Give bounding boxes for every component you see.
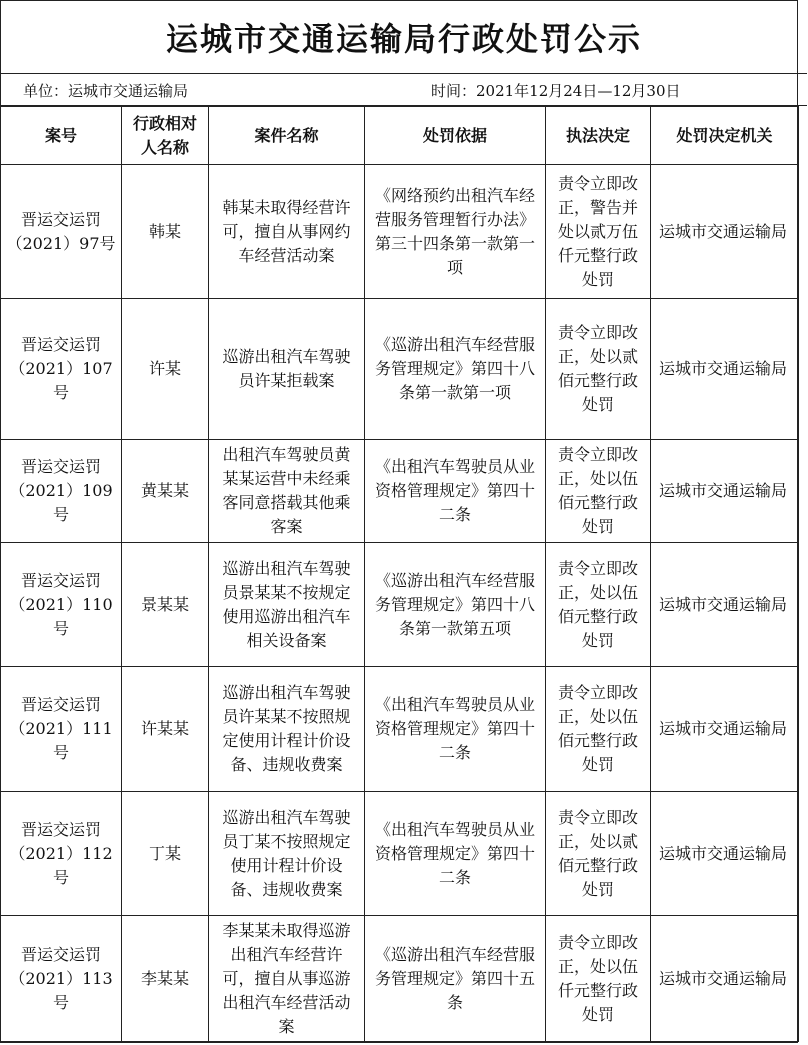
time-range: 时间：2021年12月24日—12月30日 (431, 82, 681, 100)
case-no-cell: 晋运交运罚（2021）97号 (1, 165, 122, 299)
table-row (1, 440, 799, 543)
header-agency: 处罚决定机关 (651, 107, 799, 165)
header-case-name: 案件名称 (209, 107, 365, 165)
table-row (1, 165, 799, 299)
case-name-cell: 巡游出租汽车驾驶员许某拒载案 (209, 299, 365, 440)
case-name-cell: 巡游出租汽车驾驶员许某某不按照规定使用计程计价设备、违规收费案 (209, 667, 365, 792)
person-cell: 丁某 (122, 792, 209, 916)
table-row (1, 916, 799, 1042)
basis-cell: 《出租汽车驾驶员从业资格管理规定》第四十二条 (365, 667, 546, 792)
table-row (1, 667, 799, 792)
person-cell: 许某某 (122, 667, 209, 792)
header-basis: 处罚依据 (365, 107, 546, 165)
agency-cell: 运城市交通运输局 (651, 667, 799, 792)
decision-cell: 责令立即改正，处以伍仟元整行政处罚 (546, 916, 651, 1042)
agency-cell: 运城市交通运输局 (651, 792, 799, 916)
person-cell: 许某 (122, 299, 209, 440)
table-header-row (1, 107, 799, 165)
agency-cell: 运城市交通运输局 (651, 440, 799, 543)
case-no-cell: 晋运交运罚（2021）110号 (1, 543, 122, 667)
header-case-no: 案号 (1, 107, 122, 165)
agency-cell: 运城市交通运输局 (651, 916, 799, 1042)
decision-cell: 责令立即改正，处以贰佰元整行政处罚 (546, 792, 651, 916)
basis-cell: 《网络预约出租汽车经营服务管理暂行办法》第三十四条第一款第一项 (365, 165, 546, 299)
decision-cell: 责令立即改正，处以伍佰元整行政处罚 (546, 440, 651, 543)
case-no-cell: 晋运交运罚（2021）113号 (1, 916, 122, 1042)
person-cell: 黄某某 (122, 440, 209, 543)
decision-cell: 责令立即改正，处以贰佰元整行政处罚 (546, 299, 651, 440)
meta-bar (1, 74, 807, 106)
decision-cell: 责令立即改正，警告并处以贰万伍仟元整行政处罚 (546, 165, 651, 299)
person-cell: 韩某 (122, 165, 209, 299)
table-row (1, 543, 799, 667)
basis-cell: 《巡游出租汽车经营服务管理规定》第四十八条第一款第五项 (365, 543, 546, 667)
table-row (1, 299, 799, 440)
person-cell: 景某某 (122, 543, 209, 667)
person-cell: 李某某 (122, 916, 209, 1042)
basis-cell: 《出租汽车驾驶员从业资格管理规定》第四十二条 (365, 792, 546, 916)
penalty-table (0, 106, 799, 1042)
case-name-cell: 巡游出租汽车驾驶员景某某不按规定使用巡游出租汽车相关设备案 (209, 543, 365, 667)
agency-cell: 运城市交通运输局 (651, 165, 799, 299)
decision-cell: 责令立即改正，处以伍佰元整行政处罚 (546, 667, 651, 792)
case-name-cell: 李某某未取得巡游出租汽车经营许可，擅自从事巡游出租汽车经营活动案 (209, 916, 365, 1042)
agency-cell: 运城市交通运输局 (651, 543, 799, 667)
header-person: 行政相对人名称 (122, 107, 209, 165)
case-no-cell: 晋运交运罚（2021）109号 (1, 440, 122, 543)
basis-cell: 《巡游出租汽车经营服务管理规定》第四十八条第一款第一项 (365, 299, 546, 440)
page-title: 运城市交通运输局行政处罚公示 (1, 0, 807, 74)
case-name-cell: 出租汽车驾驶员黄某某运营中未经乘客同意搭载其他乘客案 (209, 440, 365, 543)
basis-cell: 《出租汽车驾驶员从业资格管理规定》第四十二条 (365, 440, 546, 543)
agency-cell: 运城市交通运输局 (651, 299, 799, 440)
case-no-cell: 晋运交运罚（2021）111号 (1, 667, 122, 792)
basis-cell: 《巡游出租汽车经营服务管理规定》第四十五条 (365, 916, 546, 1042)
case-no-cell: 晋运交运罚（2021）107号 (1, 299, 122, 440)
unit-label: 单位：运城市交通运输局 (23, 82, 189, 100)
table-row (1, 792, 799, 916)
header-decision: 执法决定 (546, 107, 651, 165)
decision-cell: 责令立即改正，处以伍佰元整行政处罚 (546, 543, 651, 667)
case-no-cell: 晋运交运罚（2021）112号 (1, 792, 122, 916)
case-name-cell: 巡游出租汽车驾驶员丁某不按照规定使用计程计价设备、违规收费案 (209, 792, 365, 916)
case-name-cell: 韩某未取得经营许可，擅自从事网约车经营活动案 (209, 165, 365, 299)
